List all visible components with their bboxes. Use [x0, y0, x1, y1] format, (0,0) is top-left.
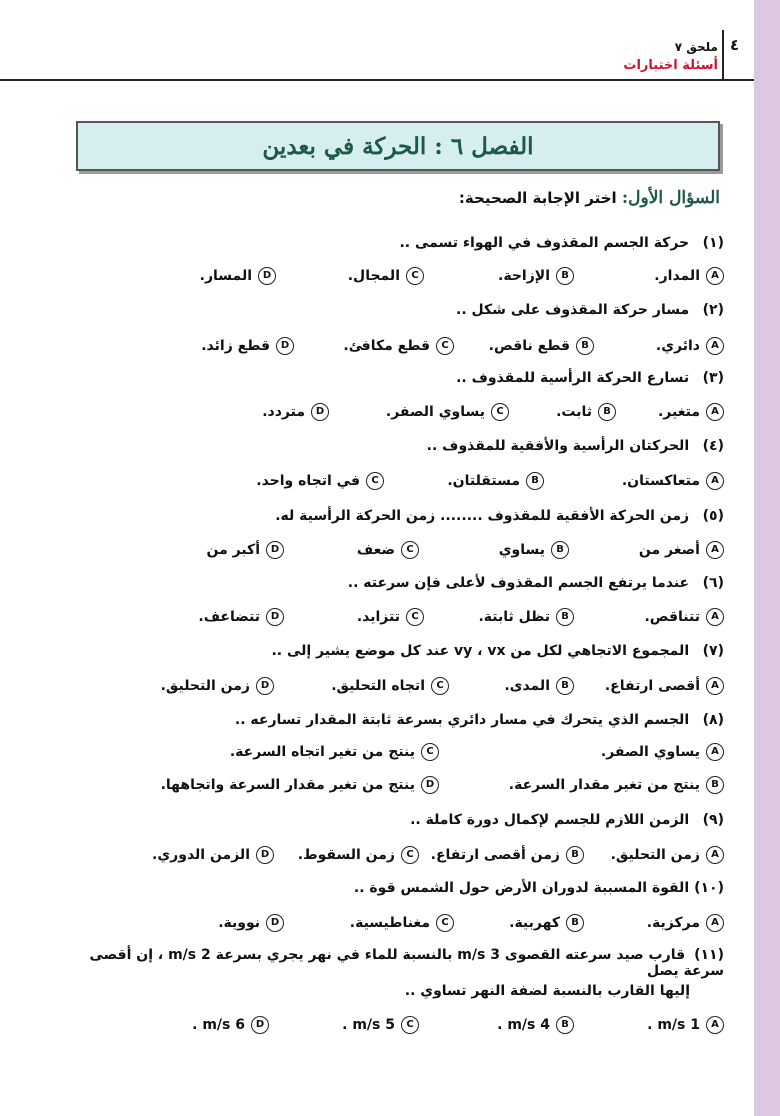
question-10: [354, 880, 724, 896]
option[interactable]: [497, 1016, 574, 1034]
option[interactable]: [656, 337, 724, 355]
page-number: ٤: [730, 36, 740, 54]
option[interactable]: [161, 677, 274, 695]
option[interactable]: [357, 541, 419, 559]
question-text: مسار حركة المقذوف على شكل ..: [456, 302, 690, 318]
question-text: الحركتان الرأسية والأفقية للمقذوف ..: [426, 438, 690, 454]
question-8: [235, 712, 724, 728]
option[interactable]: [447, 472, 544, 490]
option-text: متردد.: [262, 404, 305, 420]
option[interactable]: [342, 1016, 419, 1034]
question-2: [456, 302, 724, 318]
option[interactable]: [478, 608, 574, 626]
option[interactable]: [654, 267, 724, 285]
option-text: مستقلتان.: [447, 473, 520, 489]
option-letter-c: C: [436, 914, 454, 932]
question-text: الجسم الذي يتحرك في مسار دائري بسرعة ثابتة المقدار تسارعه ..: [234, 712, 690, 728]
option[interactable]: [331, 677, 449, 695]
question-number: (٤): [702, 438, 724, 454]
option-letter-d: D: [256, 846, 274, 864]
option[interactable]: [298, 846, 419, 864]
option-letter-b: B: [556, 1016, 574, 1034]
option[interactable]: [622, 472, 724, 490]
question-1: [399, 235, 724, 251]
option[interactable]: [509, 914, 584, 932]
option[interactable]: [504, 677, 574, 695]
option[interactable]: [639, 541, 724, 559]
question-3: [456, 370, 724, 386]
option[interactable]: [161, 776, 439, 794]
option[interactable]: [230, 743, 439, 761]
question-number: (٧): [702, 643, 724, 659]
option-letter-a: A: [706, 608, 724, 626]
option[interactable]: [348, 267, 424, 285]
option-text: تظل ثابتة.: [478, 609, 550, 625]
option[interactable]: [556, 403, 616, 421]
option-letter-c: C: [401, 541, 419, 559]
option-letter-c: C: [406, 608, 424, 626]
option-letter-b: B: [556, 677, 574, 695]
option-letter-c: C: [406, 267, 424, 285]
option-letter-b: B: [551, 541, 569, 559]
option-text: زمن التحليق.: [160, 678, 250, 694]
question-number: (٢): [702, 302, 724, 318]
question-number: (٥): [702, 508, 724, 524]
option-text: كهربية.: [509, 915, 560, 931]
option-letter-b: B: [526, 472, 544, 490]
question-11-continued: [74, 983, 690, 999]
option-text: دائري.: [655, 338, 700, 354]
instruction: [459, 188, 720, 208]
option-letter-a: A: [706, 403, 724, 421]
question-6: [348, 575, 724, 591]
option[interactable]: [509, 776, 724, 794]
option-letter-c: C: [421, 743, 439, 761]
header-title: ملحق ٧: [674, 40, 718, 54]
option-letter-d: D: [276, 337, 294, 355]
option[interactable]: [152, 846, 274, 864]
option-letter-a: A: [706, 472, 724, 490]
option-text: الإزاحة.: [498, 268, 550, 284]
option-text: ينتج من تغير مقدار السرعة واتجاهها.: [160, 777, 415, 793]
question-4: [427, 438, 724, 454]
option-letter-b: B: [556, 267, 574, 285]
option[interactable]: [489, 337, 594, 355]
option-letter-c: C: [436, 337, 454, 355]
option-letter-c: C: [401, 1016, 419, 1034]
option[interactable]: [201, 337, 294, 355]
option-letter-b: B: [706, 776, 724, 794]
option-text: يساوي: [498, 542, 545, 558]
option-letter-c: C: [401, 846, 419, 864]
question-7: [271, 643, 724, 659]
option-letter-d: D: [256, 677, 274, 695]
question-text: حركة الجسم المقذوف في الهواء تسمى ..: [399, 235, 690, 251]
question-text: عندما يرتفع الجسم المقذوف لأعلى فإن سرعته ..: [347, 575, 690, 591]
option-text: أصغر من: [638, 542, 700, 558]
option-letter-a: A: [706, 1016, 724, 1034]
option-text: 1 m/s .: [647, 1017, 700, 1033]
option[interactable]: [431, 846, 584, 864]
option-text: ثابت.: [556, 404, 592, 420]
option-text: المدار.: [654, 268, 700, 284]
question-number: (١١): [694, 947, 724, 963]
option-text: يساوي الصفر.: [385, 404, 485, 420]
option-text: 6 m/s .: [192, 1017, 245, 1033]
option-letter-c: C: [366, 472, 384, 490]
option-text: زمن التحليق.: [610, 847, 700, 863]
option[interactable]: [605, 677, 724, 695]
option-text: ينتج من تغير اتجاه السرعة.: [229, 744, 415, 760]
option-text: الزمن الدوري.: [152, 847, 250, 863]
option[interactable]: [647, 914, 724, 932]
option-letter-d: D: [421, 776, 439, 794]
side-color-strip: [754, 0, 780, 1116]
option[interactable]: [611, 846, 724, 864]
option-text: في اتجاه واحد.: [256, 473, 360, 489]
option-text: قطع ناقص.: [488, 338, 570, 354]
option[interactable]: [601, 743, 724, 761]
option-letter-d: D: [258, 267, 276, 285]
option-letter-a: A: [706, 677, 724, 695]
option-text: تتضاعف.: [198, 609, 260, 625]
question-5: [275, 508, 724, 524]
option[interactable]: [647, 1016, 724, 1034]
option-letter-a: A: [706, 846, 724, 864]
option-text: أقصى ارتفاع.: [604, 678, 700, 694]
option-letter-a: A: [706, 743, 724, 761]
question-9: [410, 812, 724, 828]
header-divider: [722, 30, 724, 80]
option-text: ضعف: [356, 542, 395, 558]
option-text: مركزية.: [646, 915, 700, 931]
option[interactable]: [350, 914, 454, 932]
chapter-title: الفصل ٦ : الحركة في بعدين: [76, 121, 720, 171]
question-number: (١): [702, 235, 724, 251]
option-letter-a: A: [706, 541, 724, 559]
option-letter-d: D: [266, 608, 284, 626]
option-text: 4 m/s .: [497, 1017, 550, 1033]
option[interactable]: [658, 403, 724, 421]
option[interactable]: [386, 403, 509, 421]
option-text: زمن السقوط.: [297, 847, 395, 863]
option-text: المسار.: [199, 268, 252, 284]
option[interactable]: [192, 1016, 269, 1034]
option-text: المدى.: [504, 678, 550, 694]
option[interactable]: [262, 403, 329, 421]
question-number: (٦): [702, 575, 724, 591]
option[interactable]: [357, 608, 424, 626]
header-subtitle: أسئلة اختبارات: [623, 58, 718, 73]
option-text: قطع مكافئ.: [343, 338, 430, 354]
option-text: أكبر من: [206, 542, 260, 558]
question-number: (١٠): [694, 880, 724, 896]
option-text: تتزايد.: [356, 609, 400, 625]
option-letter-b: B: [576, 337, 594, 355]
option[interactable]: [498, 267, 574, 285]
option-text: المجال.: [347, 268, 400, 284]
option[interactable]: [343, 337, 454, 355]
option-letter-c: C: [491, 403, 509, 421]
option-text: متغير.: [657, 404, 700, 420]
option-text: تتناقص.: [644, 609, 700, 625]
option-text: يساوي الصفر.: [600, 744, 700, 760]
question-text: تسارع الحركة الرأسية للمقذوف ..: [456, 370, 690, 386]
option-letter-b: B: [598, 403, 616, 421]
option-text: زمن أقصى ارتفاع.: [430, 847, 560, 863]
option-text: اتجاه التحليق.: [331, 678, 425, 694]
option-text: مغناطيسية.: [349, 915, 430, 931]
option-letter-b: B: [566, 846, 584, 864]
option[interactable]: [644, 608, 724, 626]
option-letter-b: B: [556, 608, 574, 626]
question-text: زمن الحركة الأفقية للمقذوف ........ زمن الحركة الرأسية له.: [275, 508, 690, 524]
option-text: قطع زائد.: [201, 338, 270, 354]
question-text: قارب صيد سرعته القصوى 3 m/s بالنسبة للماء في نهر يجري بسرعة 2 m/s ، إن أقصى سرعة يصل: [89, 947, 724, 979]
question-11: [74, 947, 724, 979]
question-text: الزمن اللازم للجسم لإكمال دورة كاملة ..: [410, 812, 690, 828]
option[interactable]: [200, 267, 276, 285]
option[interactable]: [218, 914, 284, 932]
question-text: القوة المسببة لدوران الأرض حول الشمس قوة ..: [353, 880, 690, 896]
option-letter-d: D: [251, 1016, 269, 1034]
option-letter-a: A: [706, 337, 724, 355]
option-letter-d: D: [266, 541, 284, 559]
question-number: (٣): [702, 370, 724, 386]
instruction-text: اختر الإجابة الصحيحة:: [458, 189, 617, 207]
option-text: 5 m/s .: [342, 1017, 395, 1033]
option-letter-b: B: [566, 914, 584, 932]
option-letter-d: D: [311, 403, 329, 421]
option-text: نووية.: [218, 915, 260, 931]
header-rule: [0, 79, 754, 81]
option-text: متعاكستان.: [621, 473, 700, 489]
option-text: ينتج من تغير مقدار السرعة.: [508, 777, 700, 793]
option-letter-a: A: [706, 267, 724, 285]
option[interactable]: [206, 541, 284, 559]
question-text: المجموع الاتجاهي لكل من vy ، vx عند كل موضع يشير إلى ..: [271, 643, 690, 659]
instruction-lead: السؤال الأول:: [621, 188, 720, 208]
question-text: إليها القارب بالنسبة لضفة النهر تساوي ..: [404, 983, 690, 999]
option[interactable]: [198, 608, 284, 626]
option[interactable]: [499, 541, 569, 559]
question-number: (٨): [702, 712, 724, 728]
option-letter-a: A: [706, 914, 724, 932]
option-letter-d: D: [266, 914, 284, 932]
option[interactable]: [256, 472, 384, 490]
option-letter-c: C: [431, 677, 449, 695]
question-number: (٩): [702, 812, 724, 828]
